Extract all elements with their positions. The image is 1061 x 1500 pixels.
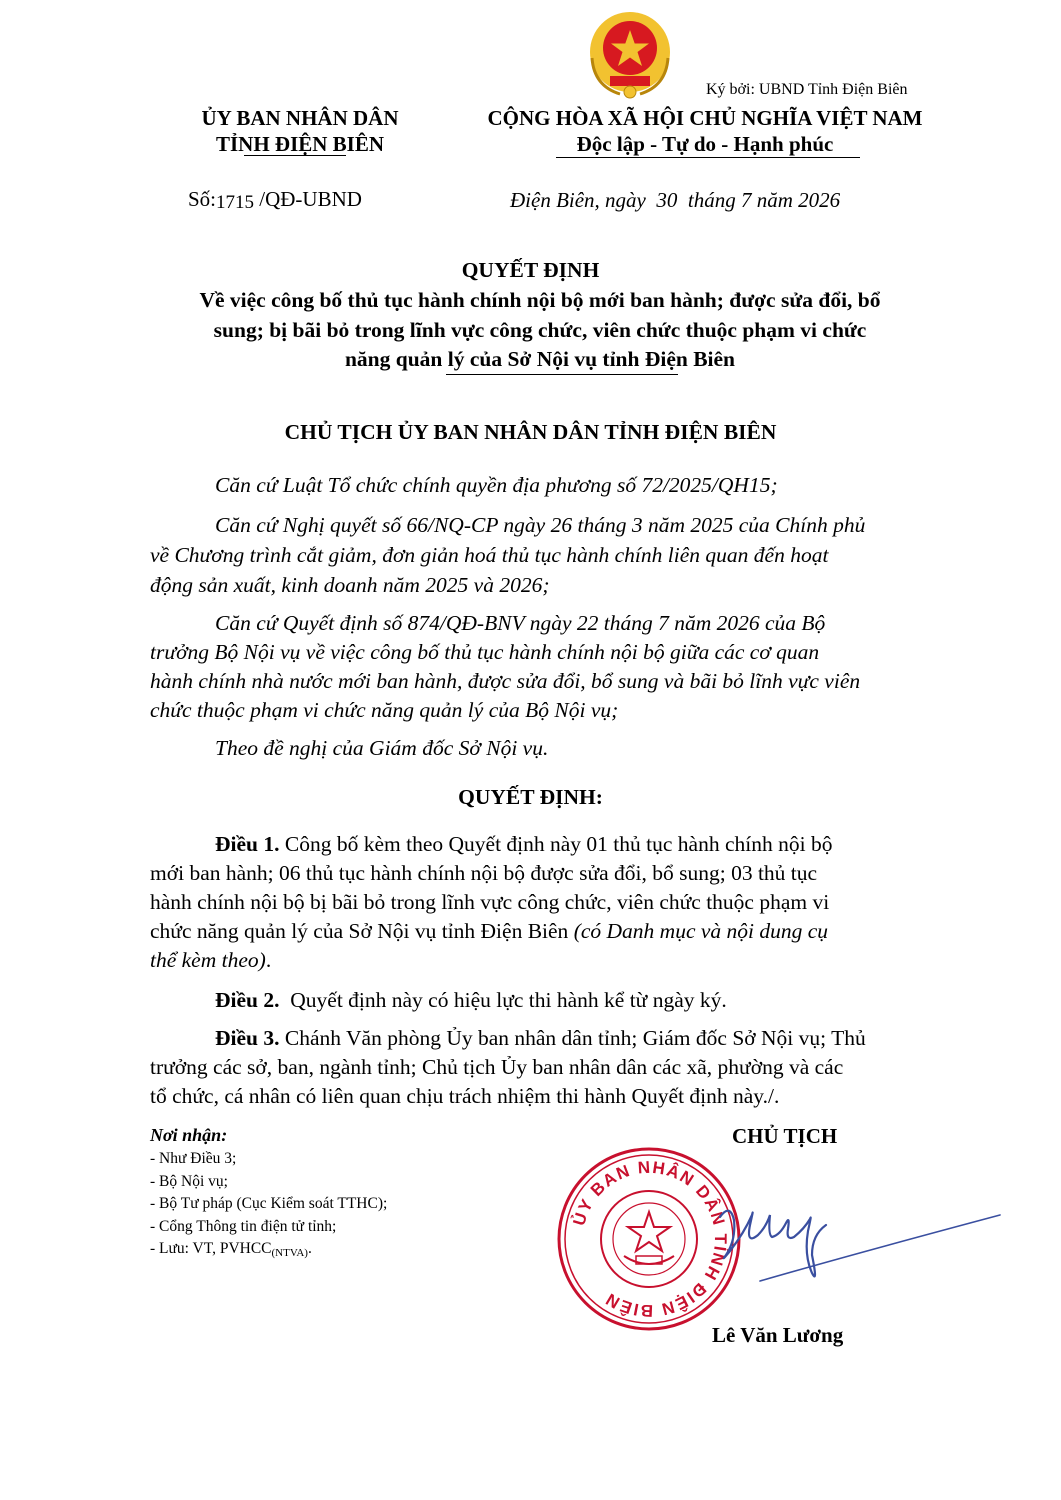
basis-2-line1: Căn cứ Nghị quyết số 66/NQ-CP ngày 26 tháng 3 năm 2025 của Chính phủ — [215, 513, 866, 537]
article-1-label: Điều 1. — [215, 832, 280, 856]
basis-1: Căn cứ Luật Tổ chức chính quyền địa phương số 72/2025/QH15; — [215, 473, 778, 497]
motto-underline — [556, 157, 860, 158]
article-1-line1 — [215, 829, 832, 859]
recipient-end: . — [307, 1240, 312, 1257]
authority-heading: CHỦ TỊCH ỦY BAN NHÂN DÂN TỈNH ĐIỆN BIÊN — [284, 420, 777, 444]
article-1-text1: Công bố kèm theo Quyết định này 01 thủ tục hành chính nội bộ — [279, 832, 833, 856]
basis-2-line2: về Chương trình cắt giảm, đơn giản hoá thủ tục hành chính liên quan đến hoạt — [150, 543, 829, 567]
issuer-line2: TỈNH ĐIỆN BIÊN — [215, 132, 385, 156]
article-1-line5 — [150, 945, 271, 975]
article-1-text5-italic: thể kèm theo) — [150, 948, 266, 972]
national-motto: Độc lập - Tự do - Hạnh phúc — [576, 132, 834, 156]
recipient-item: - Như Điều 3; — [150, 1150, 237, 1167]
subject-underline — [446, 374, 678, 375]
stamp-text: ỦY BAN NHÂN DÂN TỈNH ĐIỆN BIÊN — [569, 1157, 731, 1321]
article-3-line2: trưởng các sở, ban, ngành tỉnh; Chủ tịch Ủy ban nhân dân các xã, phường và các — [150, 1055, 844, 1079]
article-3-text1: Chánh Văn phòng Ủy ban nhân dân tỉnh; Giám đốc Sở Nội vụ; Thủ — [279, 1026, 866, 1050]
article-3-line1 — [215, 1023, 866, 1053]
place-date: Điện Biên, ngày 30 tháng 7 năm 2026 — [510, 188, 841, 212]
recipient-item: - Bộ Tư pháp (Cục Kiểm soát TTHC); — [150, 1195, 388, 1212]
issuer-underline — [244, 155, 346, 156]
basis-3-line3: hành chính nhà nước mới ban hành, được sửa đổi, bổ sung và bãi bỏ lĩnh vực viên — [150, 669, 861, 693]
national-emblem — [580, 8, 680, 104]
article-1-text4: chức năng quản lý của Sở Nội vụ tỉnh Điện Biên — [150, 919, 574, 943]
recipients-heading: Nơi nhận: — [150, 1125, 228, 1145]
article-2-label: Điều 2. — [215, 988, 280, 1012]
doc-number-prefix: Số: — [188, 187, 217, 211]
doc-number-suffix: /QĐ-UBND — [254, 187, 362, 211]
document-heading: QUYẾT ĐỊNH — [461, 258, 600, 282]
article-1-line4 — [150, 916, 828, 946]
document-number — [188, 186, 362, 214]
basis-3-line2: trưởng Bộ Nội vụ về việc công bố thủ tục hành chính nội bộ giữa các cơ quan — [150, 640, 820, 664]
digital-signature-note: Ký bởi: UBND Tỉnh Điện Biên — [706, 81, 908, 98]
basis-2-line3: động sản xuất, kinh doanh năm 2025 và 2026; — [150, 573, 550, 597]
signer-name: Lê Văn Lương — [712, 1323, 844, 1347]
decides-heading: QUYẾT ĐỊNH: — [458, 785, 603, 809]
article-2 — [215, 985, 727, 1015]
recipient-item: - Lưu: VT, PVHCC — [150, 1240, 272, 1257]
recipient-item: - Bộ Nội vụ; — [150, 1172, 228, 1190]
recipient-initials: (NTVA) — [271, 1247, 308, 1259]
recipient-item: - Cổng Thông tin điện tử tỉnh; — [150, 1217, 337, 1235]
handwritten-signature — [700, 1185, 1010, 1305]
subject-line3: năng quản lý của Sở Nội vụ tỉnh Điện Biên — [344, 347, 736, 371]
issuer-line1: ỦY BAN NHÂN DÂN — [201, 106, 399, 130]
signer-title: CHỦ TỊCH — [732, 1124, 838, 1148]
article-1-text4-italic: (có Danh mục và nội dung cụ — [573, 919, 829, 943]
basis-3-line4: chức thuộc phạm vi chức năng quản lý của Bộ Nội vụ; — [150, 698, 619, 722]
national-title: CỘNG HÒA XÃ HỘI CHỦ NGHĨA VIỆT NAM — [487, 106, 923, 130]
article-3-line3: tổ chức, cá nhân có liên quan chịu trách nhiệm thi hành Quyết định này./. — [150, 1084, 780, 1108]
basis-4: Theo đề nghị của Giám đốc Sở Nội vụ. — [215, 736, 549, 760]
article-3-label: Điều 3. — [215, 1026, 280, 1050]
recipient-item-last — [150, 1238, 387, 1262]
subject-line1: Về việc công bố thủ tục hành chính nội bộ mới ban hành; được sửa đổi, bổ — [199, 288, 881, 312]
recipients-list — [150, 1148, 387, 1262]
basis-3-line1: Căn cứ Quyết định số 874/QĐ-BNV ngày 22 tháng 7 năm 2026 của Bộ — [215, 611, 826, 635]
subject-line2: sung; bị bãi bỏ trong lĩnh vực công chức, viên chức thuộc phạm vi chức — [213, 318, 867, 342]
article-1-line3: hành chính nội bộ bị bãi bỏ trong lĩnh vực công chức, viên chức thuộc phạm vi — [150, 890, 830, 914]
article-1-text5-end: . — [265, 948, 272, 972]
article-1-line2: mới ban hành; 06 thủ tục hành chính nội bộ được sửa đổi, bổ sung; 03 thủ tục — [150, 861, 818, 885]
doc-number-value: 1715 — [216, 192, 255, 213]
article-2-text: Quyết định này có hiệu lực thi hành kể từ ngày ký. — [279, 988, 727, 1012]
